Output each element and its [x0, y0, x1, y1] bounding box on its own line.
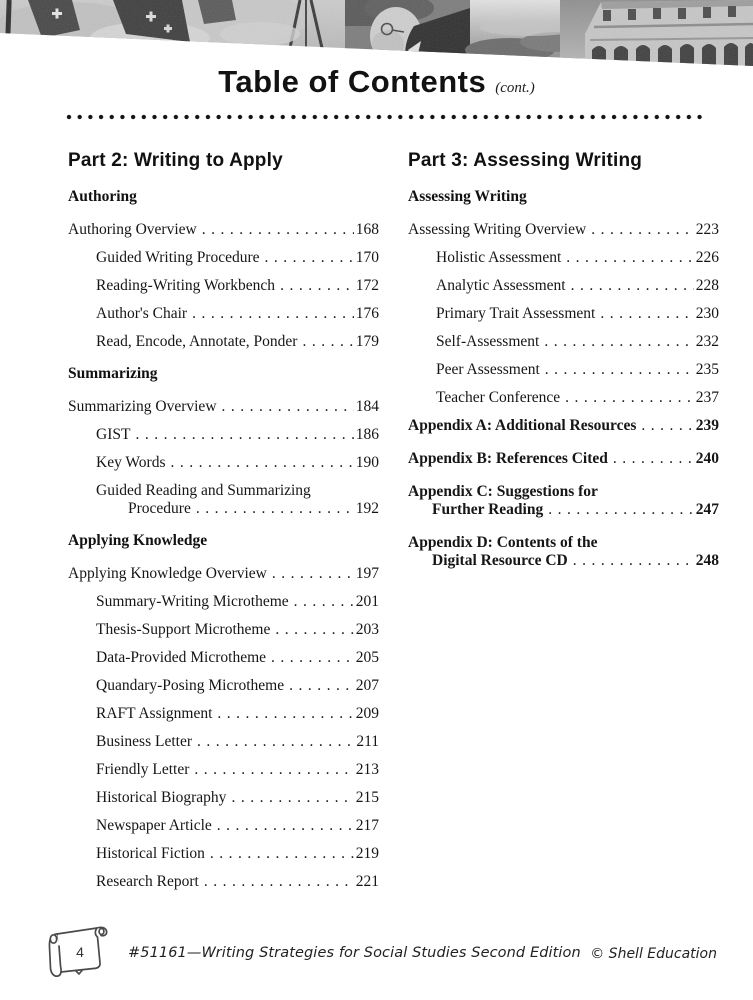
toc-entry-label: Appendix C: Suggestions for — [408, 483, 598, 500]
toc-entry-label: Appendix A: Additional Resources — [408, 417, 637, 434]
toc-entry-label: Teacher Conference — [436, 389, 561, 406]
toc-entry-label: Business Letter — [96, 733, 192, 750]
toc-entry-label: Holistic Assessment — [436, 249, 562, 266]
dot-leader — [202, 221, 354, 239]
toc-entry — [68, 789, 379, 807]
toc-entry-page-number: 190 — [355, 454, 379, 471]
dot-leader — [217, 705, 353, 723]
toc-entry-page-number: 168 — [355, 221, 379, 238]
dot-leader — [217, 817, 354, 835]
toc-entry — [68, 565, 379, 583]
toc-entry-label: Summary-Writing Microtheme — [96, 593, 289, 610]
dot-leader — [192, 305, 354, 323]
toc-entry — [68, 221, 379, 239]
toc-entry-label: Reading-Writing Workbench — [96, 277, 276, 294]
dot-leader — [566, 249, 693, 267]
toc-entry-page-number: 201 — [355, 593, 379, 610]
toc-entry — [68, 621, 379, 639]
toc-entry — [408, 305, 719, 323]
dot-leader — [196, 500, 354, 518]
toc-entry — [68, 845, 379, 863]
toc-entry-page-number: 248 — [695, 552, 719, 569]
page-title-text: Table of Contents — [218, 64, 487, 99]
toc-groups — [68, 188, 379, 891]
toc-group — [408, 188, 719, 407]
section-heading: Summarizing — [68, 365, 158, 382]
part-heading: Part 2: Writing to Apply — [68, 150, 283, 171]
dot-leader — [135, 426, 353, 444]
dot-leader — [222, 398, 354, 416]
toc-entry — [68, 677, 379, 695]
toc-entry-label-continuation: Procedure — [128, 500, 191, 517]
toc-entry — [68, 454, 379, 472]
toc-entry-page-number: 186 — [355, 426, 379, 443]
toc-entry-label: Peer Assessment — [436, 361, 540, 378]
toc-entry-label: Appendix D: Contents of the — [408, 534, 598, 551]
toc-entry-page-number: 247 — [695, 501, 719, 518]
part-heading: Part 3: Assessing Writing — [408, 150, 643, 171]
dot-leader — [545, 361, 694, 379]
dot-leader — [280, 277, 354, 295]
page-title-suffix: (cont.) — [495, 80, 535, 96]
toc-groups — [408, 188, 719, 570]
toc-entry — [408, 249, 719, 267]
toc-entry-page-number: 217 — [355, 817, 379, 834]
toc-entry-label: Guided Writing Procedure — [96, 249, 260, 266]
toc-entry — [408, 483, 719, 519]
dot-leader — [613, 450, 694, 468]
toc-entry — [68, 398, 379, 416]
toc-entry — [408, 277, 719, 295]
toc-entry-label: Quandary-Posing Microtheme — [96, 677, 285, 694]
toc-entry-page-number: 192 — [355, 500, 379, 517]
toc-entry-label: Author's Chair — [96, 305, 188, 322]
dot-leader — [591, 221, 694, 239]
toc-entry-page-number: 172 — [355, 277, 379, 294]
toc-entry-page-number: 197 — [355, 565, 379, 582]
dot-leader — [289, 677, 354, 695]
toc-entry — [408, 221, 719, 239]
page-title — [0, 64, 753, 100]
dot-leader — [231, 789, 353, 807]
section-heading: Authoring — [68, 188, 137, 205]
toc-entry-page-number: 213 — [355, 761, 379, 778]
dot-leader — [548, 501, 694, 519]
dot-leader — [600, 305, 693, 323]
toc-entry-label: Self-Assessment — [436, 333, 540, 350]
toc-entry-label: Key Words — [96, 454, 166, 471]
header-photo-collage — [0, 0, 753, 72]
toc-entry-label: Friendly Letter — [96, 761, 190, 778]
toc-entry-page-number: 211 — [356, 733, 379, 750]
toc-entry-label: Read, Encode, Annotate, Ponder — [96, 333, 298, 350]
dot-leader — [573, 552, 694, 570]
toc-entry — [68, 705, 379, 723]
toc-entry-page-number: 209 — [355, 705, 379, 722]
toc-entry-page-number: 228 — [695, 277, 719, 294]
toc-entry-label: Guided Reading and Summarizing — [96, 482, 311, 499]
toc-entry-label: Thesis-Support Microtheme — [96, 621, 271, 638]
toc-group — [408, 417, 719, 570]
toc-entry-label: Summarizing Overview — [68, 398, 217, 415]
toc-entry-label: Historical Biography — [96, 789, 227, 806]
toc-entry-label: Assessing Writing Overview — [408, 221, 587, 238]
dot-leader — [194, 761, 353, 779]
toc-entry-page-number: 207 — [355, 677, 379, 694]
toc-entry — [68, 817, 379, 835]
toc-entry-page-number: 221 — [355, 873, 379, 890]
dot-leader — [571, 277, 694, 295]
toc-entry — [408, 333, 719, 351]
dot-leader — [197, 733, 354, 751]
toc-entry — [68, 482, 379, 518]
toc-group — [68, 365, 379, 518]
dot-leader — [210, 845, 354, 863]
toc-entry-page-number: 219 — [355, 845, 379, 862]
toc-entry — [68, 333, 379, 351]
toc-entry — [68, 277, 379, 295]
dot-leader — [275, 621, 353, 639]
footer-publisher: © Shell Education — [590, 946, 717, 962]
toc-entry-page-number: 170 — [355, 249, 379, 266]
toc-entry-page-number: 203 — [355, 621, 379, 638]
toc-entry-label: Appendix B: References Cited — [408, 450, 608, 467]
toc-entry — [408, 361, 719, 379]
toc-group — [68, 532, 379, 891]
toc-entry-page-number: 179 — [355, 333, 379, 350]
toc-entry-page-number: 240 — [695, 450, 719, 467]
toc-entry-page-number: 239 — [695, 417, 719, 434]
toc-entry-page-number: 226 — [695, 249, 719, 266]
toc-entry-label: Research Report — [96, 873, 199, 890]
toc-entry — [68, 761, 379, 779]
toc-entry-page-number: 215 — [355, 789, 379, 806]
toc-entry-label: RAFT Assignment — [96, 705, 213, 722]
toc-entry-label: Data-Provided Microtheme — [96, 649, 267, 666]
toc-entry-page-number: 205 — [355, 649, 379, 666]
toc-entry-page-number: 232 — [695, 333, 719, 350]
toc-entry — [408, 417, 719, 435]
toc-entry — [68, 593, 379, 611]
footer-book-info: #51161—Writing Strategies for Social Studies Second Edition — [128, 945, 581, 961]
toc-entry — [408, 450, 719, 468]
toc-column-part2 — [68, 150, 379, 901]
toc-entry — [68, 249, 379, 267]
toc-entry-label: GIST — [96, 426, 131, 443]
toc-entry — [68, 426, 379, 444]
section-heading: Assessing Writing — [408, 188, 527, 205]
dot-leader — [271, 649, 354, 667]
toc-entry-label: Primary Trait Assessment — [436, 305, 596, 322]
dot-leader — [294, 593, 354, 611]
toc-entry — [408, 389, 719, 407]
dotted-divider — [66, 114, 708, 120]
toc-entry-label-continuation: Digital Resource CD — [432, 552, 568, 569]
dot-leader — [171, 454, 354, 472]
toc-entry-label: Newspaper Article — [96, 817, 212, 834]
toc-entry-label: Applying Knowledge Overview — [68, 565, 267, 582]
toc-entry-page-number: 176 — [355, 305, 379, 322]
dot-leader — [272, 565, 354, 583]
toc-column-part3 — [408, 150, 719, 585]
toc-entry — [68, 305, 379, 323]
toc-entry — [68, 733, 379, 751]
footer-page-number: 4 — [76, 944, 84, 960]
dot-leader — [544, 333, 693, 351]
toc-entry — [408, 534, 719, 570]
toc-entry-page-number: 184 — [355, 398, 379, 415]
dot-leader — [565, 389, 694, 407]
toc-entry-label: Authoring Overview — [68, 221, 197, 238]
toc-group — [68, 188, 379, 351]
dot-leader — [265, 249, 354, 267]
section-heading: Applying Knowledge — [68, 532, 208, 549]
dot-leader — [204, 873, 354, 891]
toc-entry-label-continuation: Further Reading — [432, 501, 544, 518]
dot-leader — [302, 333, 353, 351]
toc-entry-page-number: 230 — [695, 305, 719, 322]
toc-entry-page-number: 237 — [695, 389, 719, 406]
toc-entry — [68, 873, 379, 891]
toc-entry-page-number: 235 — [695, 361, 719, 378]
toc-entry-label: Historical Fiction — [96, 845, 205, 862]
dot-leader — [641, 417, 693, 435]
toc-entry — [68, 649, 379, 667]
toc-entry-page-number: 223 — [695, 221, 719, 238]
toc-entry-label: Analytic Assessment — [436, 277, 566, 294]
